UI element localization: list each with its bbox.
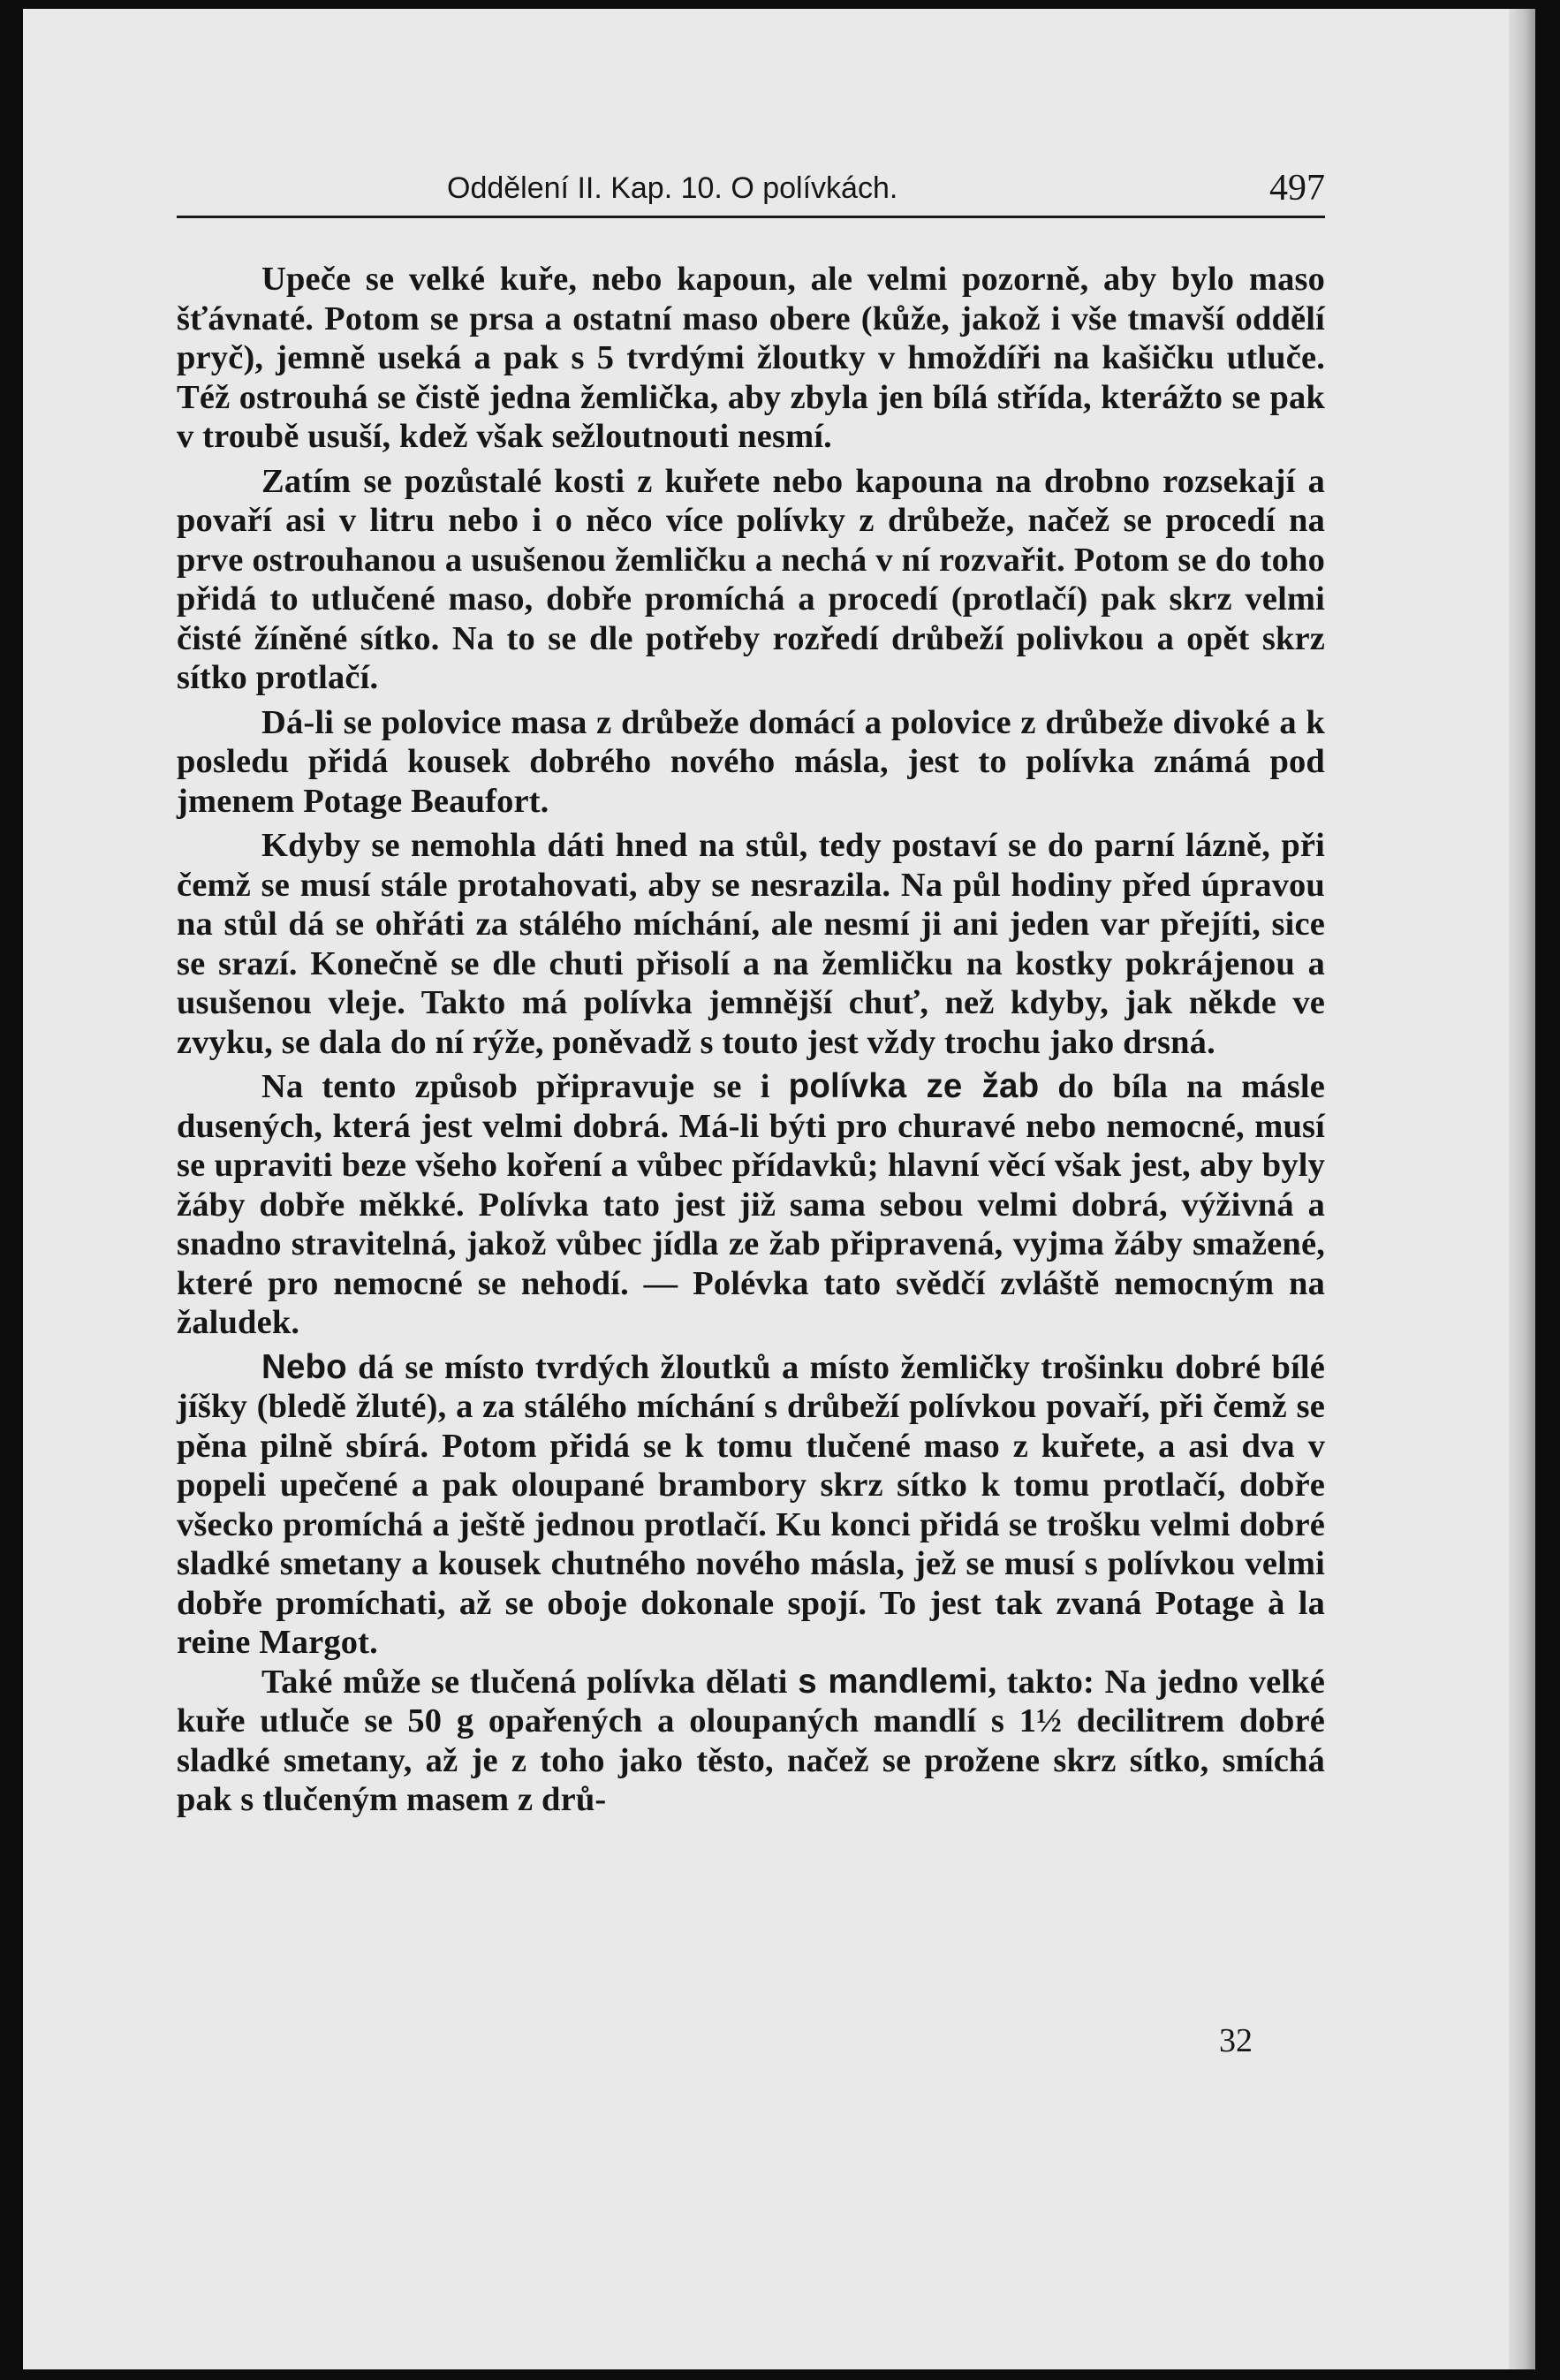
frog-soup-lead: Na tento způsob připravuje se i [261, 1068, 789, 1105]
frog-soup-body: do bíla na másle dusených, která jest velmi dobrá. Má-li býti pro churavé nebo nemocné, musí se upraviti beze všeho koření a vůbec přídavků; hlavní věcí však jest, aby byly žáby dobře měkké. Polívka tato jest již sama sebou velmi dobrá, výživná a snadno stravitelná, jakož vůbec jídla ze žab připravená, vyjma žáby smažené, které pro nemocné se nehodí. — Polévka tato svědčí zvláště nemocným na žaludek. [177, 1068, 1325, 1341]
paragraph-frog-soup [177, 1067, 1325, 1343]
almond-soup-lead: Také může se tlučená polívka dělati [261, 1663, 799, 1701]
frog-soup-heading: polívka ze žab [788, 1067, 1040, 1105]
sheet-signature-number: 32 [1219, 2022, 1253, 2059]
running-title: Oddělení II. Kap. 10. O polívkách. [447, 171, 898, 205]
book-page [23, 9, 1535, 2369]
paragraph-bones-broth: Zatím se pozůstalé kosti z kuřete nebo kapouna na drobno rozsekají a povaří asi v litru nebo i o něco více polívky z drůbeže, načež se procedí na prve ostrouhanou a usušenou žemličku a nechá v ní rozvařit. Potom se do toho přidá to utlučené maso, dobře promíchá a procedí (protlačí) pak skrz velmi čisté žíněné sítko. Na to se dle potřeby rozředí drůbeží polivkou a opět skrz sítko protlačí. [177, 462, 1325, 696]
running-head [177, 164, 1325, 212]
paragraph-almond-soup [177, 1663, 1325, 1820]
page-edge-shadow [1509, 9, 1535, 2369]
paragraph-water-bath: Kdyby se nemohla dáti hned na stůl, tedy postaví se do parní lázně, při čemž se musí stále protahovati, aby se nesrazila. Na půl hodiny před úpravou na stůl dá se ohřáti za stálého míchání, ale nesmí ji ani jeden var přejíti, sice se srazí. Konečně se dle chuti přisolí a na žemličku na kostky pokrájenou a usušenou vleje. Takto má polívka jemnější chuť, než kdyby, jak někde ve zvyku, se dala do ní rýže, poněvadž s touto jest vždy trochu jako drsná. [177, 827, 1325, 1061]
page-number: 497 [1269, 168, 1325, 208]
paragraph-potage-beaufort: Dá-li se polovice masa z drůbeže domácí a polovice z drůbeže divoké a k posledu přidá kousek dobrého nového másla, jest to polívka známá pod jmenem Potage Beaufort. [177, 703, 1325, 820]
almond-soup-body: , takto: Na jedno velké kuře utluče se 50 g opařených a oloupaných mandlí s 1½ decilitrem dobré sladké smetany, až je z toho jako těsto, načež se prožene skrz sítko, smíchá pak s tlučeným masem z drů- [177, 1663, 1325, 1818]
margot-heading: Nebo [261, 1347, 347, 1386]
header-rule [177, 216, 1325, 218]
almond-soup-heading: s mandlemi [798, 1662, 988, 1701]
paragraph-potage-margot [177, 1348, 1325, 1663]
body-text [177, 260, 1325, 1820]
paragraph-roast-chicken: Upeče se velké kuře, nebo kapoun, ale velmi pozorně, aby bylo maso šťávnaté. Potom se prsa a ostatní maso obere (kůže, jakož i vše tmavší oddělí pryč), jemně useká a pak s 5 tvrdými žloutky v hmoždíři na kašičku utluče. Též ostrouhá se čistě jedna žemlička, aby zbyla jen bílá střída, kterážto se pak v troubě usuší, kdež však sežloutnouti nesmí. [177, 261, 1325, 455]
margot-body: dá se místo tvrdých žloutků a místo žemličky trošinku dobré bílé jíšky (bledě žluté), a za stálého míchání s drůbeží polívkou povaří, při čemž se pěna pilně sbírá. Potom přidá se k tomu tlučené maso z kuřete, a asi dva v popeli upečené a pak oloupané brambory skrz sítko k tomu protlačí, dobře všecko promíchá a ještě jednou protlačí. Ku konci přidá se trošku velmi dobré sladké smetany a kousek chutného nového másla, jež se musí s polívkou velmi dobře promíchati, až se oboje dokonale spojí. To jest tak zvaná Potage à la reine Margot. [177, 1348, 1325, 1661]
